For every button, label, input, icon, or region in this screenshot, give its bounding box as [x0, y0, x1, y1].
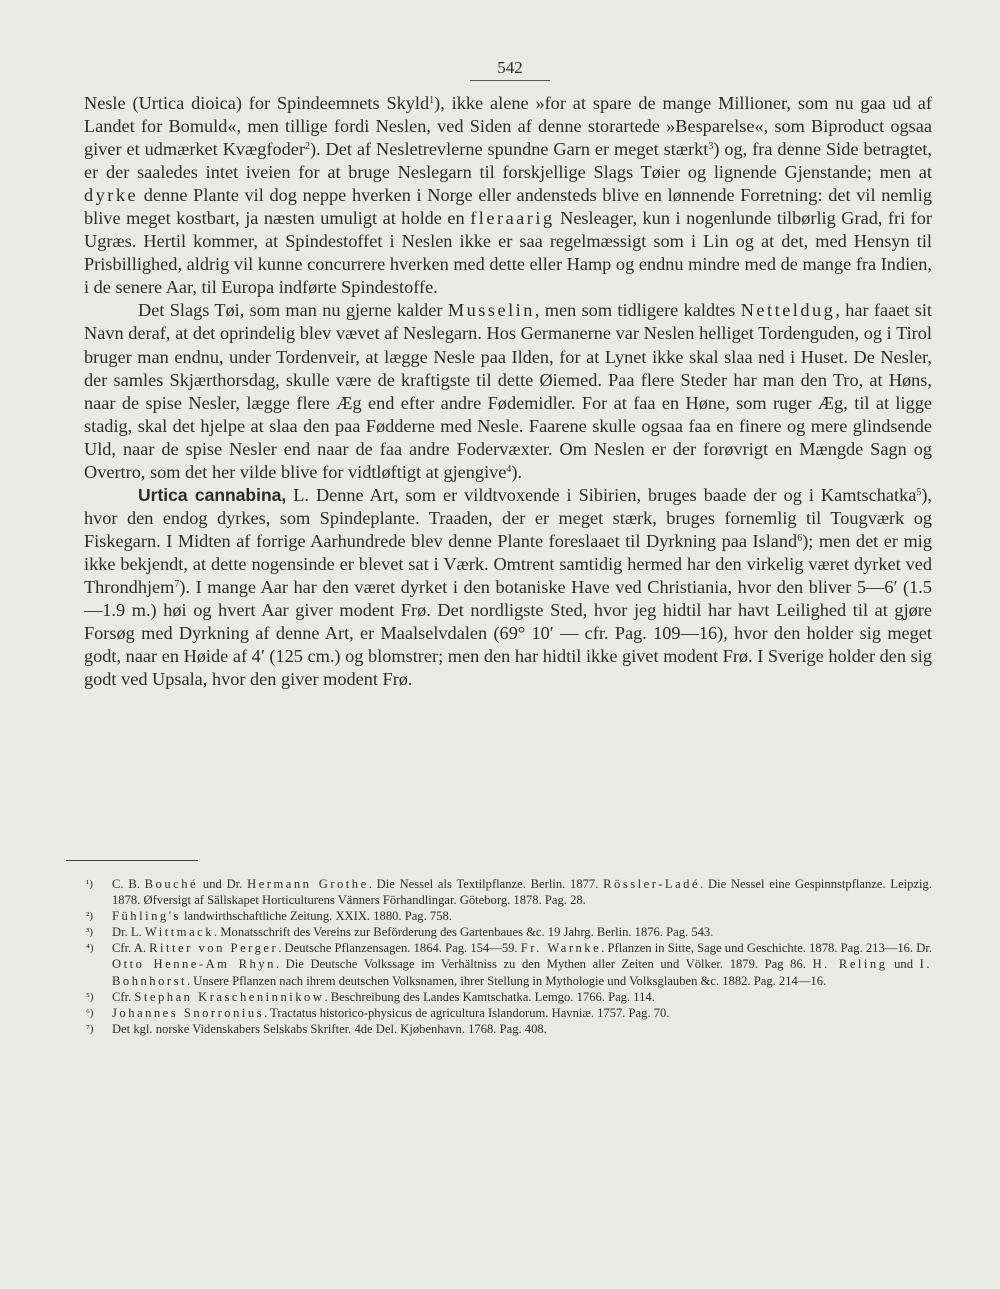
page-number: 542	[497, 58, 523, 77]
footnote-reference: 1	[429, 95, 435, 106]
footnote	[86, 1005, 932, 1021]
spaced-emphasis: Fühling's	[112, 909, 181, 924]
spaced-emphasis: dyrke	[84, 185, 139, 206]
text-run: , har faaet sit Navn deraf, at det oprindelig blev vævet af Neslegarn. Hos Germanerne var Neslen helliget Tordenguden, og i Tirol bruger man endnu, under Tordenveir, at lægge Nesle paa Ilden, for at Lynet ikke skal slaa ned i Huset. De Nesler, der samles Skjærthorsdag, skulle være de kraftigste til dette Øiemed. Paa flere Steder har man den Tro, at Høns, naar de spise Nesler, lægge flere Æg end efter andre Fødemidler. For at faa en Høne, som ruger Æg, til at ligge stadig, skal det hjelpe at slaa den paa Fødderne med Nesle. Faarene skulle ogsaa faa en finere og mere glindsende Uld, naar de spise Nesler end naar de faa andre Fodervæxter. Om Neslen er der forøvrigt en Mængde Sagn og Overtro, som det her vilde blive for vidtløftigt at gjengive	[84, 300, 932, 482]
spaced-emphasis: Musselin	[447, 300, 535, 321]
footnote-reference: 5	[916, 486, 922, 498]
paragraph-3	[84, 484, 932, 691]
spaced-emphasis: Hermann Grothe	[247, 877, 369, 891]
spaced-emphasis: Otto Henne-Am Rhyn	[112, 957, 276, 972]
text-run: L. Denne Art, som er vildtvoxende i Sibirien, bruges baade der og i Kamtschatka	[286, 484, 917, 505]
spaced-emphasis: Wittmack	[144, 925, 215, 940]
text-run: . Monatsschrift des Vereins zur Beförderung des Gartenbaues &c. 19 Jahrg. Berlin. 1876. Pag. 543.	[214, 925, 714, 940]
spaced-emphasis: H. Reling	[812, 957, 888, 972]
footnote-text	[112, 1005, 932, 1021]
page-number-rule	[470, 80, 550, 81]
text-run: Det kgl. norske Videnskabers Selskabs Skrifter. 4de Del. Kjøbenhavn. 1768. Pag. 408.	[112, 1021, 547, 1036]
footnote	[86, 924, 932, 940]
spaced-emphasis: Ritter von Perger	[149, 941, 279, 956]
text-run: . Die Deutsche Volkssage im Verhältniss zu den Mythen aller Zeiten und Völker. 1879. Pag 86.	[275, 957, 813, 972]
footnote	[86, 989, 932, 1005]
text-run: Cfr. A.	[112, 941, 150, 956]
footnotes	[86, 876, 932, 1037]
text-run: und	[887, 957, 920, 972]
footnote-text	[112, 876, 932, 908]
spaced-emphasis: Bouché	[144, 877, 199, 891]
footnote-text	[112, 1021, 932, 1037]
footnote-reference: 6	[797, 532, 803, 544]
spaced-emphasis: Stephan Krascheninnikow	[134, 989, 325, 1004]
text-run: . Die Nessel eine Gespinnstpflanze. Leipzig. 1878. Øfversigt af Sällskapet Horticulturens Vänners Förhandlingar. Göteborg. 1878. Pag. 28.	[112, 877, 932, 908]
text-run: . Tractatus historico-physicus de agricultura Islandorum. Havniæ. 1757. Pag. 70.	[264, 1005, 670, 1020]
footnote-text	[112, 924, 932, 940]
text-run: ), ikke alene »for at spare de mange Millioner, som nu gaa ud af Landet for Bomuld«, men tillige fordi Neslen, ved Siden af denne storartede »Besparelse«, som Biproduct ogsaa giver et udmærket Kvægfoder	[84, 93, 932, 160]
text-run: . Unsere Pflanzen nach ihrem deutschen Volksnamen, ihrer Stellung in Mythologie und Volksglauben &c. 1882. Pag. 214—16.	[186, 973, 827, 988]
text-run: . Deutsche Pflanzensagen. 1864. Pag. 154—59.	[278, 941, 521, 956]
text-run: Dr. L.	[112, 925, 145, 940]
text-run: . Beschreibung des Landes Kamtschatka. Lemgo. 1766. Pag. 114.	[324, 989, 655, 1004]
text-run: . Die Nessel als Textilpflanze. Berlin. 1877.	[368, 877, 604, 891]
text-run: landwirthschaftliche Zeitung. XXIX. 1880. Pag. 758.	[180, 909, 452, 924]
footnote	[86, 940, 932, 988]
spaced-emphasis: I. Bohnhorst	[112, 957, 932, 988]
spaced-emphasis: Rössler-Ladé	[603, 877, 701, 891]
text-run: C. B.	[112, 877, 145, 891]
text-run: denne Plante vil dog neppe hverken i Norge eller andensteds blive en lønnende Forretning: det vil nemlig blive meget kostbart, ja næsten umuligt at holde en	[84, 185, 932, 229]
text-run: ), hvor den endog dyrkes, som Spindeplante. Traaden, der er meget stærk, bruges fornemlig til Tougværk og Fiskegarn. I Midten af forrige Aarhundrede blev denne Plante foreslaaet til Dyrkning paa Island	[84, 484, 932, 551]
footnote-reference: 2	[304, 141, 310, 153]
species-name: Urtica cannabina,	[138, 484, 287, 505]
footnote	[86, 1021, 932, 1037]
body-text	[84, 92, 932, 691]
paragraph-2	[84, 299, 932, 483]
footnote-text	[112, 989, 932, 1005]
text-run: ). Det af Nesletrevlerne spundne Garn er meget stærkt	[309, 139, 709, 160]
spaced-emphasis: Fr. Warnke	[520, 941, 602, 956]
footnote-mark: ⁷)	[86, 1022, 94, 1035]
footnote-text	[112, 908, 932, 924]
text-run: . Pflanzen in Sitte, Sage und Geschichte. 1878. Pag. 213—16. Dr.	[601, 941, 932, 956]
text-run: ) og, fra denne Side betragtet, er der saaledes intet iveien for at bruge Neslegarn til forskjellige Slags Tøier og lignende Gjenstande; men at	[84, 139, 932, 183]
text-run: Nesleager, kun i nogenlunde tilbørlig Grad, fri for Ugræs. Hertil kommer, at Spindestoffet i Neslen ikke er saa regelmæssigt som i Lin og at det, med Hensyn til Prisbillighed, aldrig vil kunne concurrere hverken med dette eller Hamp og endnu mindre med de mange fra Indien, i de senere Aar, til Europa indførte Spindestoffe.	[84, 208, 932, 298]
paragraph-1	[84, 92, 932, 299]
footnote	[86, 908, 932, 924]
footnote-reference: 4	[506, 463, 512, 475]
text-run: und Dr.	[198, 877, 248, 891]
footnote	[86, 876, 932, 908]
spaced-emphasis: fleraarig	[470, 208, 555, 229]
footnote-mark: ⁵)	[86, 990, 94, 1003]
footnote-rule	[66, 860, 198, 861]
text-run: Det Slags Tøi, som man nu gjerne kalder	[138, 300, 448, 321]
footnote-mark: ³)	[86, 926, 93, 939]
footnote-reference: 3	[708, 141, 714, 153]
text-run: ); men det er mig ikke bekjendt, at dette nogensinde er blevet sat i Værk. Omtrent samtidig hermed har den virkelig været dyrket ved Throndhjem	[84, 530, 932, 597]
footnote-mark: ⁴)	[86, 942, 94, 955]
footnote-text	[112, 940, 932, 988]
footnote-mark: ⁶)	[86, 1006, 94, 1019]
spaced-emphasis: Netteldug	[740, 300, 836, 321]
text-run: , men som tidligere kaldtes	[534, 300, 741, 321]
text-run: Cfr.	[112, 989, 135, 1004]
text-run: Nesle (Urtica dioica) for Spindeemnets Skyld	[84, 93, 430, 113]
text-run: ). I mange Aar har den været dyrket i den botaniske Have ved Christiania, hvor den bliver 5—6′ (1.5—1.9 m.) høi og hvert Aar giver modent Frø. Det nordligste Sted, hvor jeg hidtil har havt Leilighed til at gjøre Forsøg med Dyrkning af denne Art, er Maalselvdalen (69° 10′ — cfr. Pag. 109—16), hvor den holder sig meget godt, naar en Høide af 4′ (125 cm.) og blomstrer; men den har hidtil ikke givet modent Frø. I Sverige holder den sig godt ved Upsala, hvor den giver modent Frø.	[84, 576, 932, 690]
footnote-mark: ¹)	[86, 878, 93, 890]
text-run: ).	[511, 461, 523, 482]
spaced-emphasis: Johannes Snorronius	[112, 1005, 265, 1020]
footnote-reference: 7	[174, 578, 180, 590]
footnote-mark: ²)	[86, 910, 93, 923]
